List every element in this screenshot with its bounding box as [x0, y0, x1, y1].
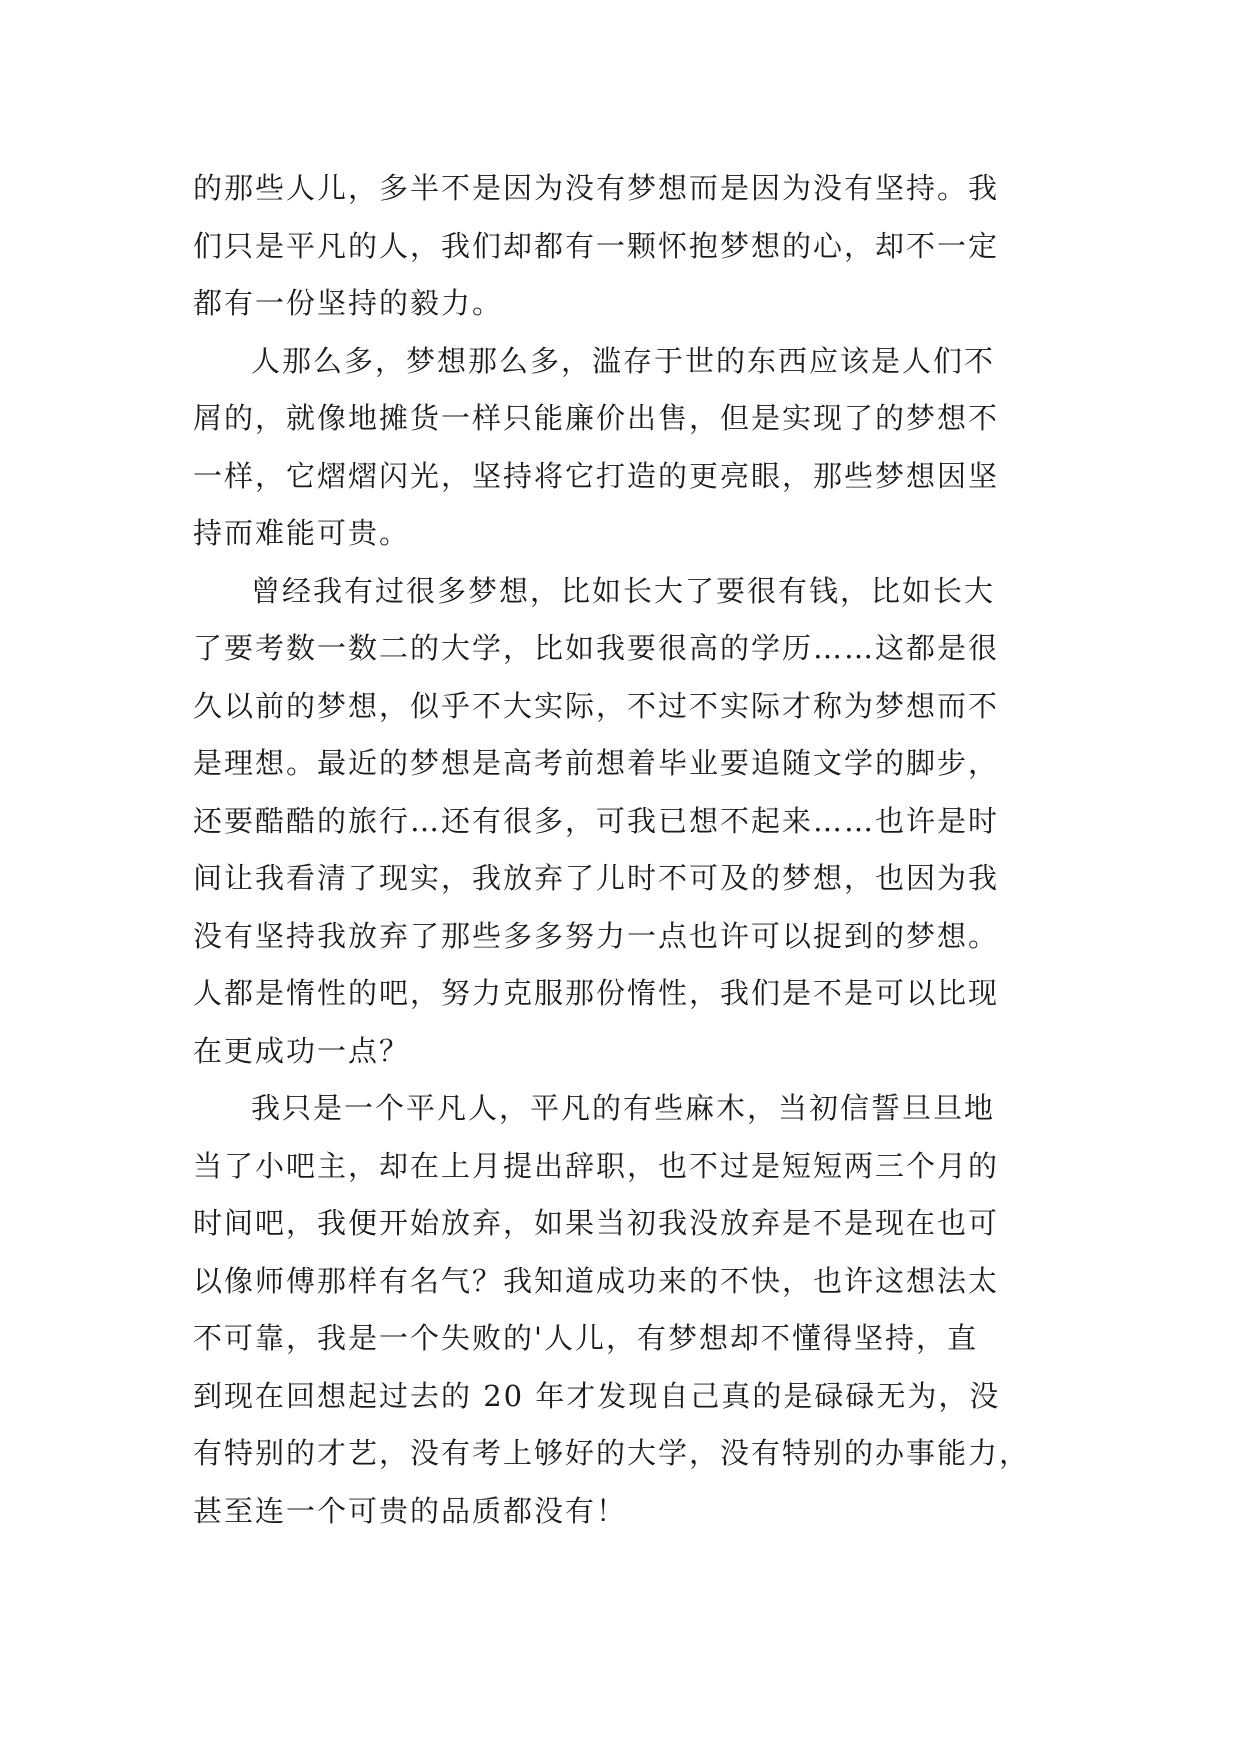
- paragraph-1: [193, 160, 1043, 333]
- text-line: 久以前的梦想，似乎不大实际，不过不实际才称为梦想而不: [193, 688, 1000, 723]
- text-line: 到现在回想起过去的 20 年才发现自己真的是碌碌无为，没: [193, 1378, 1001, 1413]
- text-line: 们只是平凡的人，我们却都有一颗怀抱梦想的心，却不一定: [193, 228, 1000, 263]
- text-line: 我只是一个平凡人，平凡的有些麻木，当初信誓旦旦地: [251, 1091, 996, 1125]
- document-body: [193, 160, 1043, 1540]
- text-line: 甚至连一个可贵的品质都没有！: [193, 1493, 628, 1528]
- text-line: 是理想。最近的梦想是高考前想着毕业要追随文学的脚步，: [193, 746, 1000, 780]
- text-line: 屑的，就像地摊货一样只能廉价出售，但是实现了的梦想不: [193, 401, 1000, 435]
- text-line: 没有坚持我放弃了那些多多努力一点也许可以捉到的梦想。: [193, 918, 1000, 953]
- text-line: 间让我看清了现实，我放弃了儿时不可及的梦想，也因为我: [193, 861, 1000, 895]
- text-line: 一样，它熠熠闪光，坚持将它打造的更亮眼，那些梦想因坚: [193, 458, 1000, 493]
- text-line: 都有一份坚持的毅力。: [193, 286, 504, 320]
- text-line: 以像师傅那样有名气？我知道成功来的不快，也许这想法太: [193, 1263, 1000, 1298]
- text-line: 有特别的才艺，没有考上够好的大学，没有特别的办事能力，: [193, 1436, 1031, 1470]
- text-line: 还要酷酷的旅行…还有很多，可我已想不起来……也许是时: [193, 803, 1000, 838]
- text-line: 人都是惰性的吧，努力克服那份惰性，我们是不是可以比现: [193, 976, 1000, 1010]
- paragraph-2: [193, 333, 1043, 563]
- text-line: 不可靠，我是一个失败的'人儿，有梦想却不懂得坚持，直: [193, 1321, 978, 1355]
- text-line: 时间吧，我便开始放弃，如果当初我没放弃是不是现在也可: [193, 1206, 1000, 1240]
- text-line: 在更成功一点？: [193, 1033, 411, 1068]
- paragraph-3: [193, 563, 1043, 1081]
- text-line: 了要考数一数二的大学，比如我要很高的学历……这都是很: [193, 631, 1000, 665]
- paragraph-4: [193, 1080, 1043, 1540]
- text-line: 的那些人儿，多半不是因为没有梦想而是因为没有坚持。我: [193, 171, 1000, 205]
- text-line: 持而难能可贵。: [193, 516, 411, 550]
- text-line: 曾经我有过很多梦想，比如长大了要很有钱，比如长大: [251, 573, 996, 608]
- text-line: 当了小吧主，却在上月提出辞职，也不过是短短两三个月的: [193, 1148, 1000, 1183]
- text-line: 人那么多，梦想那么多，滥存于世的东西应该是人们不: [251, 343, 996, 378]
